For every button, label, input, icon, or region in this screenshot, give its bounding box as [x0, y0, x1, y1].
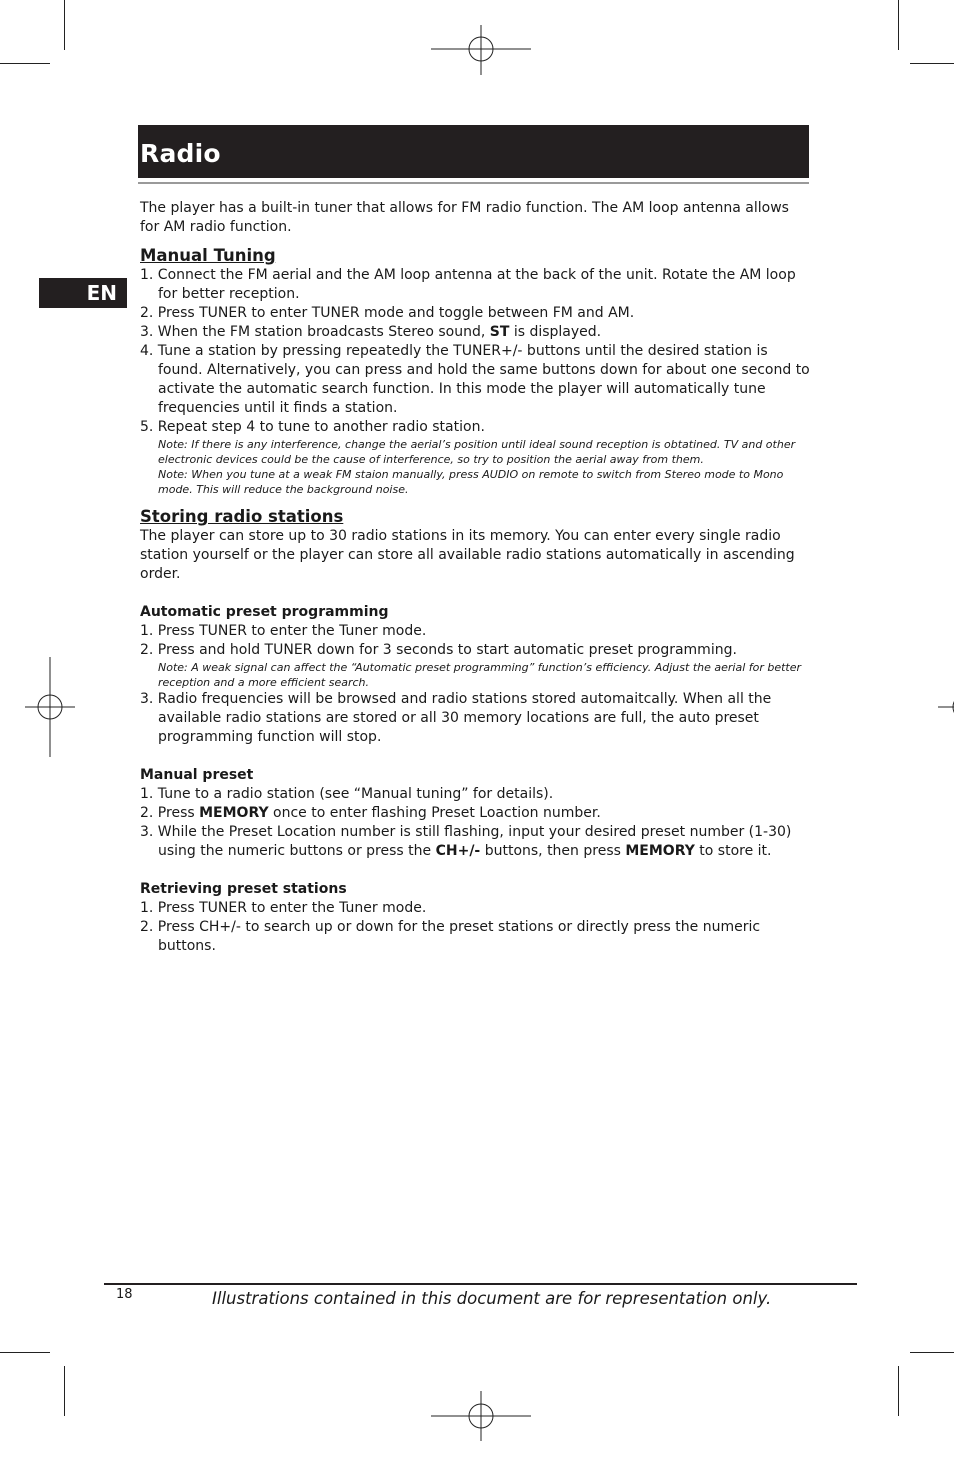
page-title: Radio: [140, 139, 221, 168]
step-text: once to enter flashing Preset Loaction number.: [268, 805, 601, 821]
ch-button-text: CH+/-: [435, 843, 481, 859]
storing-intro: The player can store up to 30 radio stations in its memory. You can enter every single radio station yourself or the player can store all available radio stations automatically in ascending order.: [140, 528, 795, 582]
list-item: 1. Tune to a radio station (see “Manual tuning” for details).: [140, 786, 554, 802]
registration-mark-bottom: [431, 1366, 531, 1466]
list-item: 2. Press CH+/- to search up or down for the preset stations or directly press the numeric buttons.: [140, 919, 761, 954]
note: Note: When you tune at a weak FM staion manually, press AUDIO on remote to switch from Stereo mode to Mono mode. This will reduce the background noise.: [158, 468, 784, 496]
crop-mark: [910, 1352, 954, 1353]
title-underline: [138, 182, 809, 184]
list-item: 2. Press TUNER to enter TUNER mode and toggle between FM and AM.: [140, 305, 635, 321]
footer-disclaimer: Illustrations contained in this document are for representation only.: [212, 1289, 772, 1308]
subheading-retrieving: Retrieving preset stations: [140, 881, 347, 897]
crop-mark: [0, 1352, 50, 1353]
step-text: is displayed.: [509, 324, 602, 340]
list-item: 1. Press TUNER to enter the Tuner mode.: [140, 900, 427, 916]
list-item: [140, 823, 812, 861]
step-text: buttons, then press: [480, 843, 626, 859]
note: Note: If there is any interference, change the aerial’s position until ideal sound reception is obtatined. TV and other electronic devices could be the cause of interference, so try to position the aerial away from them.: [158, 438, 796, 466]
intro-paragraph: The player has a built-in tuner that allows for FM radio function. The AM loop antenna allows for AM radio function.: [140, 200, 789, 235]
section-heading-storing: Storing radio stations: [140, 507, 344, 526]
list-item: 3. Radio frequencies will be browsed and radio stations stored automaitcally. When all the available radio stations are stored or all 30 memory locations are full, the auto preset programming function will stop.: [140, 691, 772, 745]
footer-rule: [104, 1283, 857, 1285]
section-heading-manual-tuning: Manual Tuning: [140, 246, 276, 265]
step-text: 3. While the Preset Location number is still flashing, input your desired preset number (1-30) using the numeric buttons or press the: [140, 824, 792, 859]
step-text: 3. When the FM station broadcasts Stereo sound,: [140, 324, 490, 340]
step-text: to store it.: [694, 843, 772, 859]
crop-mark: [64, 1366, 65, 1416]
page-content: [140, 199, 812, 956]
memory-button-text: MEMORY: [625, 843, 695, 859]
step-text: 2. Press: [140, 805, 200, 821]
note: Note: A weak signal can affect the “Automatic preset programming” function’s efficiency. Adjust the aerial for better reception and a more efficient search.: [158, 661, 802, 689]
list-item: 4. Tune a station by pressing repeatedly the TUNER+/- buttons until the desired station is found. Alternatively, you can press and hold the same buttons down for about one second to activate the automatic search function. In this mode the player will automatically tune frequencies until it finds a station.: [140, 343, 810, 416]
list-item: 2. Press and hold TUNER down for 3 seconds to start automatic preset programming.: [140, 642, 737, 658]
language-tab-label: EN: [86, 281, 117, 305]
page-title-bar: [138, 125, 809, 178]
crop-mark: [0, 63, 50, 64]
registration-mark-top: [431, 0, 531, 100]
list-item: 5. Repeat step 4 to tune to another radio station.: [140, 419, 485, 435]
registration-mark-right: [910, 657, 954, 757]
crop-mark: [910, 63, 954, 64]
list-item: [140, 804, 812, 823]
subheading-automatic-preset: Automatic preset programming: [140, 604, 389, 620]
crop-mark: [898, 1366, 899, 1416]
list-item: [140, 323, 812, 342]
list-item: 1. Press TUNER to enter the Tuner mode.: [140, 623, 427, 639]
language-tab: [39, 278, 127, 308]
crop-mark: [64, 0, 65, 50]
registration-mark-left: [0, 657, 100, 757]
stereo-indicator-text: ST: [489, 324, 510, 340]
list-item: 1. Connect the FM aerial and the AM loop antenna at the back of the unit. Rotate the AM loop for better reception.: [140, 267, 796, 302]
subheading-manual-preset: Manual preset: [140, 767, 254, 783]
memory-button-text: MEMORY: [199, 805, 269, 821]
crop-mark: [898, 0, 899, 50]
page-number: 18: [116, 1287, 133, 1302]
